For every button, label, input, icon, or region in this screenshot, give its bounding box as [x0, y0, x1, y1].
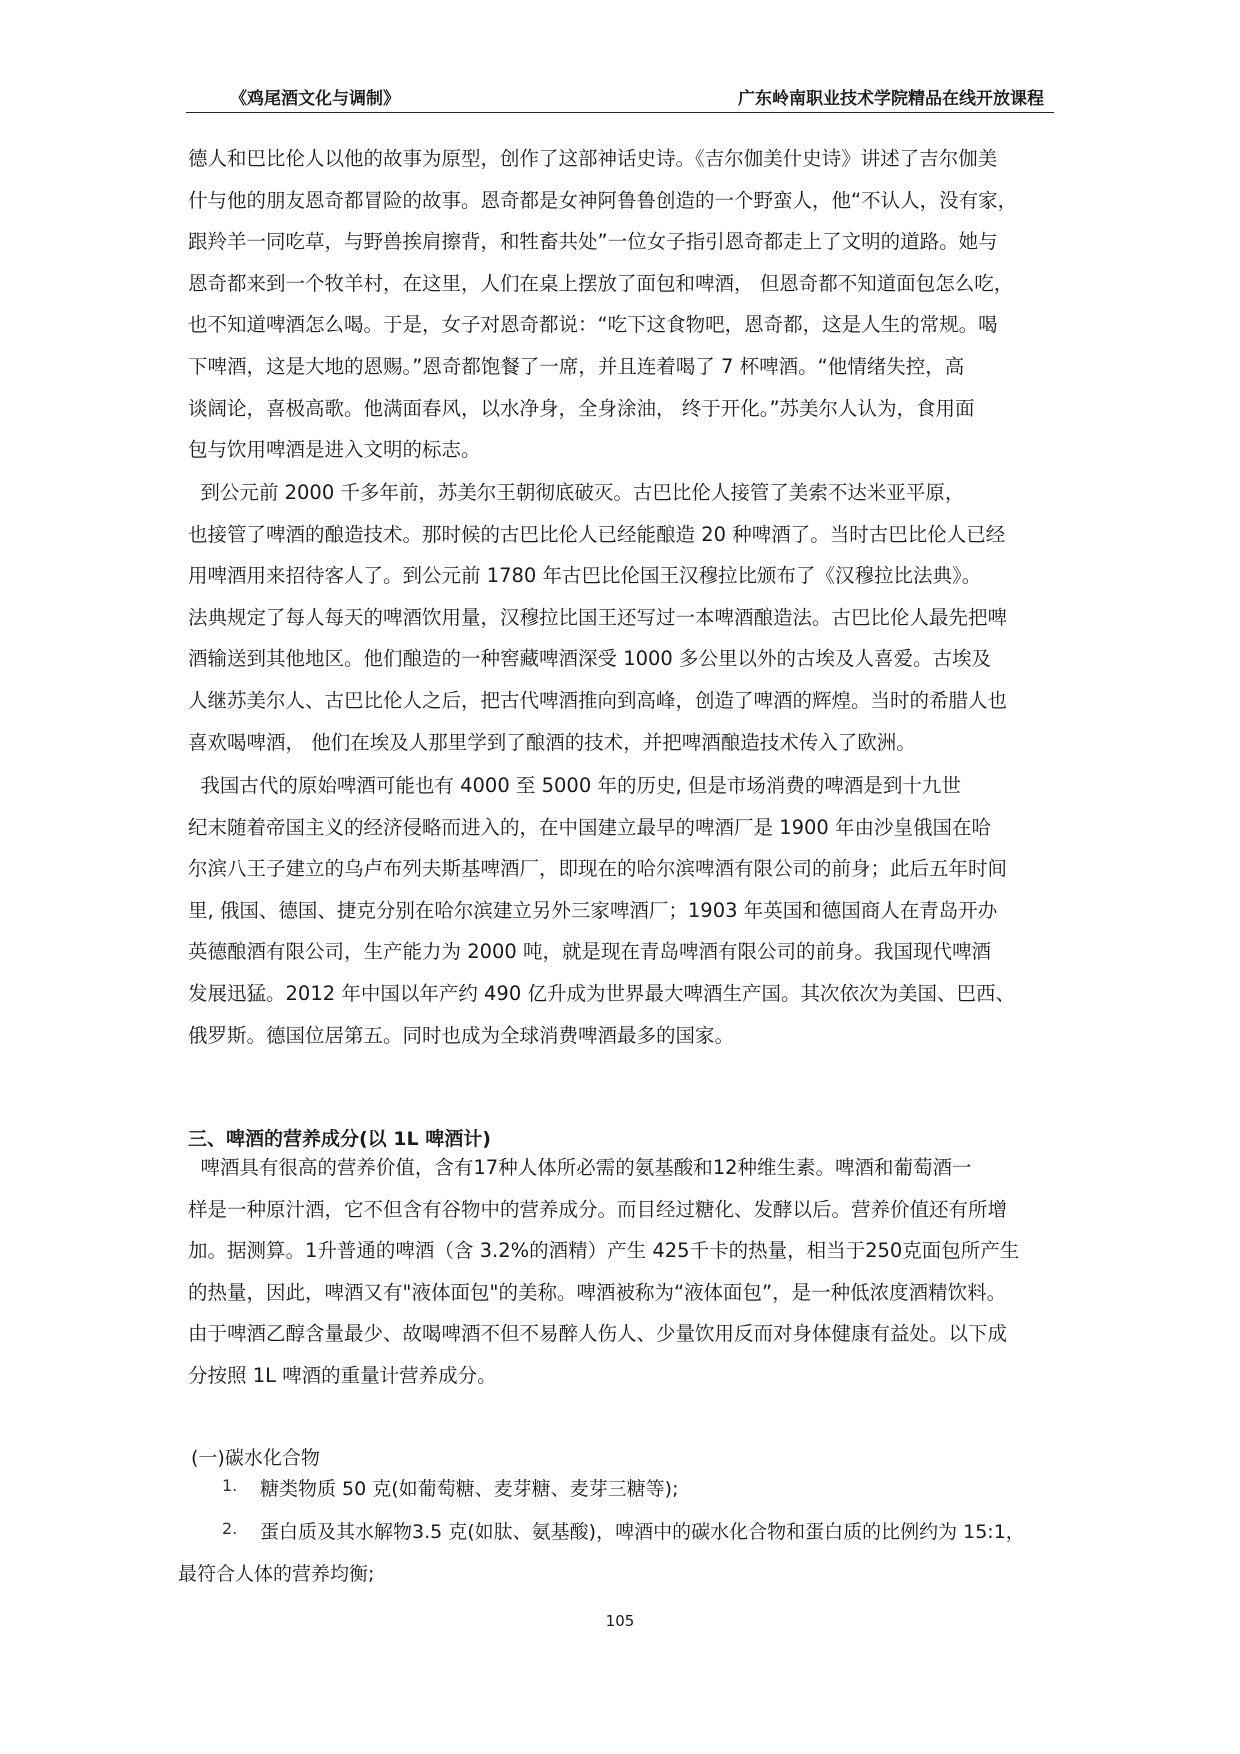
paragraph-babylon [188, 472, 1088, 763]
text-line: 人继苏美尔人、古巴比伦人之后，把古代啤酒推向到高峰，创造了啤酒的辉煌。当时的希腊人也 [188, 688, 1008, 712]
list-item-continuation: 最符合人体的营养均衡; [178, 1563, 375, 1585]
text-line: 包与饮用啤酒是进入文明的标志。 [188, 438, 481, 462]
text-line: 俄罗斯。德国位居第五。同时也成为全球消费啤酒最多的国家。 [188, 1023, 735, 1047]
text-line: 啤酒具有很高的营养价值，含有17种人体所必需的氨基酸和12种维生素。啤酒和葡萄酒一 [188, 1156, 972, 1179]
text-line: 发展迅猛。2012 年中国以年产约 490 亿升成为世界最大啤酒生产国。其次依次为美国、巴西、 [188, 981, 1015, 1005]
text-line: 分按照 1L 啤酒的重量计营养成分。 [188, 1363, 497, 1387]
text-line: 用啤酒用来招待客人了。到公元前 1780 年古巴比伦国王汉穆拉比颁布了《汉穆拉比法典》。 [188, 564, 982, 588]
text-line: 到公元前 2000 千多年前，苏美尔王朝彻底破灭。古巴比伦人接管了美索不达米亚平原， [188, 481, 965, 504]
list-item: 糖类物质 50 克(如葡萄糖、麦芽糖、麦芽三糖等); [260, 1478, 679, 1500]
header-course-title: 广东岭南职业技术学院精品在线开放课程 [738, 89, 1044, 109]
text-line: 由于啤酒乙醇含量最少、故喝啤酒不但不易醉人伤人、少量饮用反而对身体健康有益处。以下成 [188, 1322, 1008, 1346]
text-line: 纪末随着帝国主义的经济侵略而进入的，在中国建立最早的啤酒厂是 1900 年由沙皇俄国在哈 [188, 815, 992, 839]
paragraph-china-history [188, 765, 1088, 1056]
text-line: 样是一种原汁酒，它不但含有谷物中的营养成分。而目经过糖化、发酵以后。营养价值还有所增 [188, 1197, 1008, 1221]
paragraph-nutrition [188, 1147, 1088, 1397]
text-line: 跟羚羊一同吃草，与野兽挨肩擦背，和牲畜共处”一位女子指引恩奇都走上了文明的道路。她与 [188, 230, 998, 254]
text-line: 谈阔论，喜极高歌。他满面春风，以水净身，全身涂油， 终于开化。”苏美尔人认为，食用面 [188, 396, 975, 420]
text-line: 也不知道啤酒怎么喝。于是，女子对恩奇都说：“吃下这食物吧，恩奇都，这是人生的常规。喝 [188, 313, 998, 337]
list-number: 1. [222, 1476, 238, 1495]
text-line: 的热量，因此，啤酒又有"液体面包"的美称。啤酒被称为“液体面包”，是一种低浓度酒精饮料。 [188, 1280, 1007, 1304]
list-item: 蛋白质及其水解物3.5 克(如肽、氨基酸)，啤酒中的碳水化合物和蛋白质的比例约为 15:1， [260, 1521, 1025, 1543]
section-heading: 三、啤酒的营养成分(以 1L 啤酒计) [188, 1128, 491, 1150]
list-number: 2. [222, 1519, 238, 1538]
subsection-heading: (一)碳水化合物 [191, 1447, 320, 1469]
text-line: 里, 俄国、德国、捷克分别在哈尔滨建立另外三家啤酒厂；1903 年英国和德国商人在青岛开办 [188, 898, 998, 922]
text-line: 尔滨八王子建立的乌卢布列夫斯基啤酒厂，即现在的哈尔滨啤酒有限公司的前身；此后五年时间 [188, 857, 1008, 881]
text-line: 我国古代的原始啤酒可能也有 4000 至 5000 年的历史, 但是市场消费的啤酒是到十九世 [188, 774, 961, 797]
paragraph-gilgamesh [188, 138, 1088, 471]
header-book-title: 《鸡尾酒文化与调制》 [230, 89, 400, 109]
text-line: 下啤酒，这是大地的恩赐。”恩奇都饱餐了一席，并且连着喝了 7 杯啤酒。“他情绪失控，高 [188, 354, 965, 378]
text-line: 英德酿酒有限公司，生产能力为 2000 吨，就是现在青岛啤酒有限公司的前身。我国现代啤酒 [188, 940, 992, 964]
text-line: 加。据测算。1升普通的啤酒（含 3.2%的酒精）产生 425千卡的热量，相当于250克面包所产生 [188, 1239, 1020, 1263]
header-rule [186, 112, 1054, 113]
text-line: 也接管了啤酒的酿造技术。那时候的古巴比伦人已经能酿造 20 种啤酒了。当时古巴比伦人已经 [188, 522, 1006, 546]
text-line: 酒输送到其他地区。他们酿造的一种窖藏啤酒深受 1000 多公里以外的古埃及人喜爱。古埃及 [188, 647, 992, 671]
text-line: 什与他的朋友恩奇都冒险的故事。恩奇都是女神阿鲁鲁创造的一个野蛮人，他“不认人，没有家， [188, 188, 1018, 212]
page-number: 105 [605, 1612, 635, 1630]
text-line: 德人和巴比伦人以他的故事为原型，创作了这部神话史诗。《吉尔伽美什史诗》讲述了吉尔伽美 [188, 147, 998, 170]
text-line: 法典规定了每人每天的啤酒饮用量，汉穆拉比国王还写过一本啤酒酿造法。古巴比伦人最先把啤 [188, 605, 1008, 629]
text-line: 喜欢喝啤酒， 他们在埃及人那里学到了酿酒的技术，并把啤酒酿造技术传入了欧洲。 [188, 730, 916, 754]
text-line: 恩奇都来到一个牧羊村，在这里，人们在桌上摆放了面包和啤酒， 但恩奇都不知道面包怎么吃， [188, 271, 1014, 295]
